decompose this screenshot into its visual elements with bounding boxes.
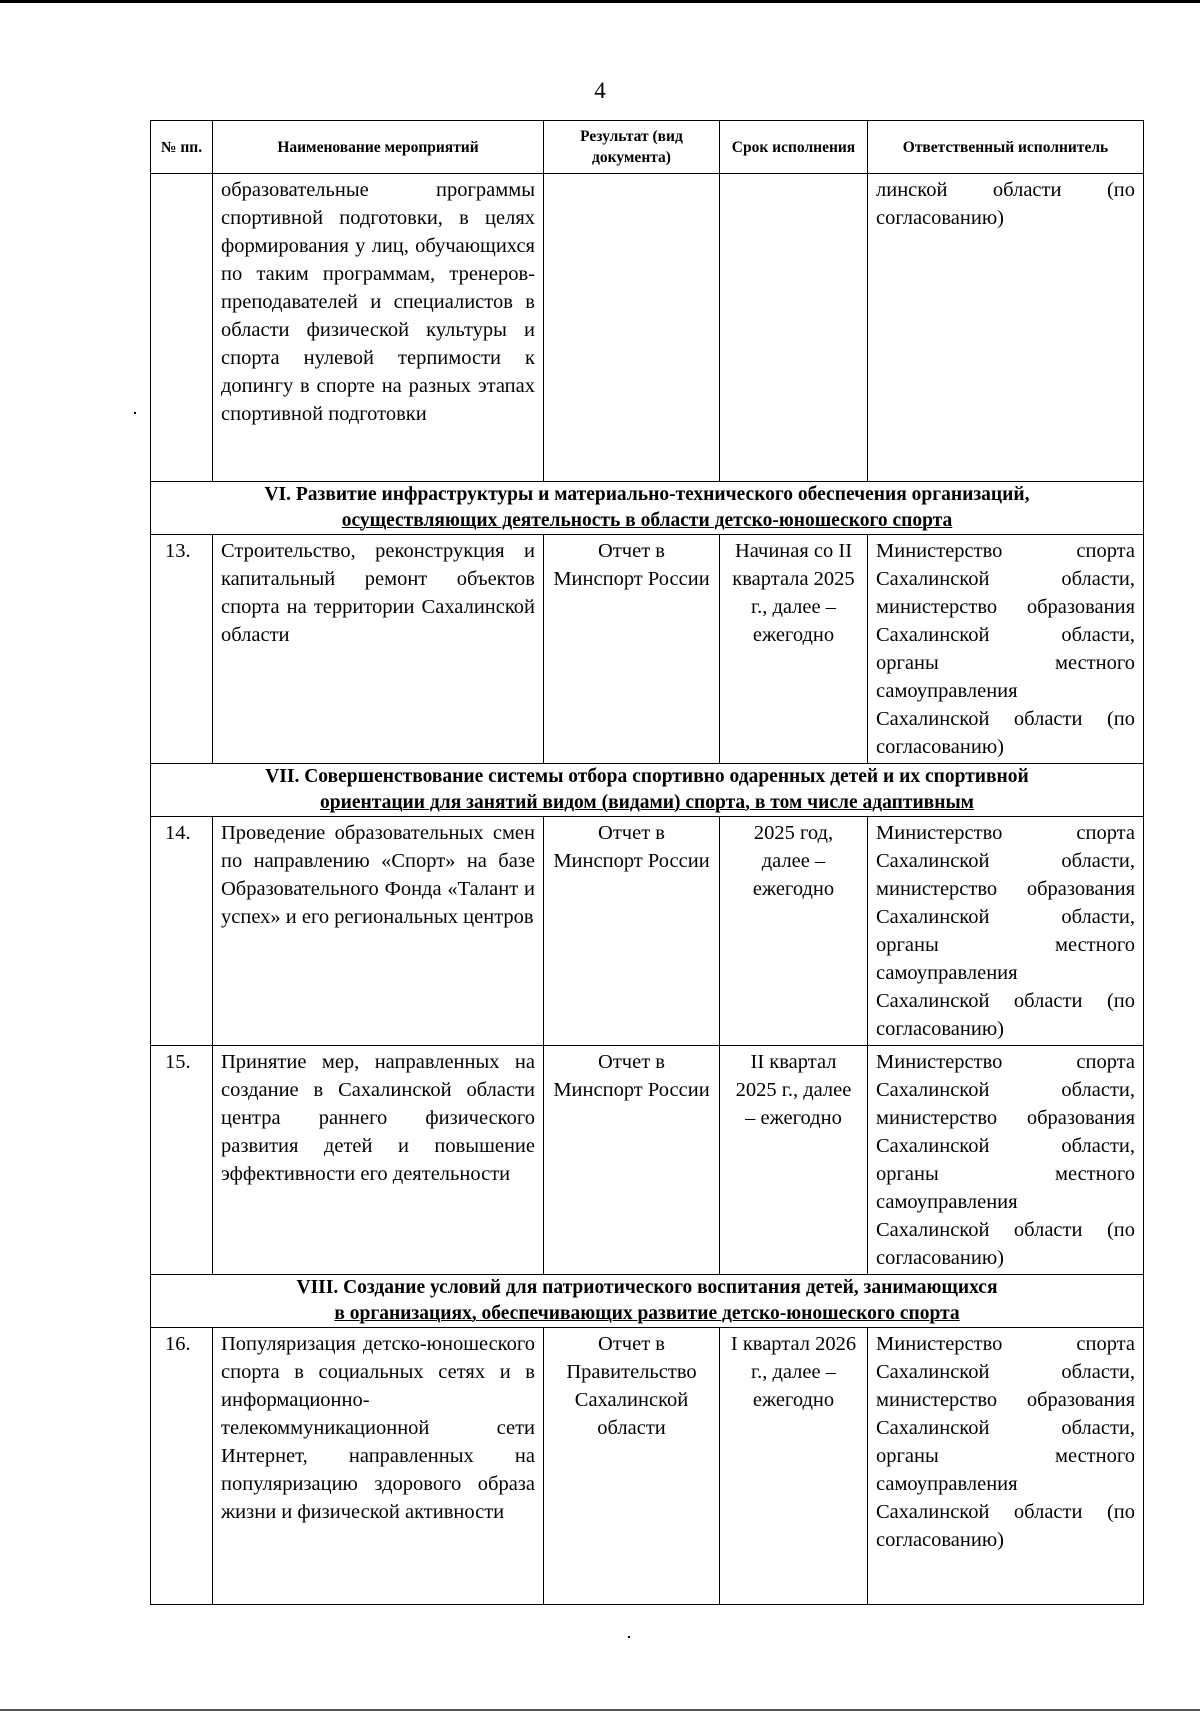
- row-number: 15.: [165, 1051, 191, 1073]
- header-activity-name: Наименование мероприятий: [213, 121, 544, 174]
- cell-result: [544, 174, 720, 482]
- row-activity-name: Проведение образовательных смен по направлению «Спорт» на базе Образовательного Фонда «Талант и успех» и его региональных центров: [221, 822, 535, 928]
- section-title-line2: ориентации для занятий видом (видами) спорта, в том числе адаптивным: [320, 792, 974, 813]
- cell-number: [151, 174, 213, 482]
- section-title-line2: в организациях, обеспечивающих развитие детско-юношеского спорта: [334, 1303, 960, 1324]
- row-executor: Министерство спорта Сахалинской области, министерство образования Сахалинской области, органы местного самоуправления Сахалинской области (по согласованию): [876, 1051, 1135, 1269]
- continuation-name: образовательные программы спортивной подготовки, в целях формирования у лиц, обучающихся по таким программам, тренеров-преподавателей и специалистов в области физической культуры и спорта нулевой терпимости к допингу в спорте на разных этапах спортивной подготовки: [221, 179, 535, 425]
- table-row: [151, 817, 1144, 1046]
- section-title: [151, 1275, 1144, 1328]
- row-result: Отчет в Правительство Сахалинской области: [566, 1333, 697, 1439]
- row-number: 13.: [165, 540, 191, 562]
- section-header-viii: [151, 1275, 1144, 1328]
- row-activity-name: Строительство, реконструкция и капитальный ремонт объектов спорта на территории Сахалинской области: [221, 540, 535, 646]
- scan-bottom-edge: [0, 1709, 1200, 1711]
- activities-table: [150, 120, 1144, 1605]
- scan-bottom-dot: [628, 1636, 630, 1638]
- row-deadline: Начиная со II квартала 2025 г., далее – ежегодно: [732, 540, 855, 646]
- scan-left-dot: [134, 412, 136, 414]
- page-number: 4: [594, 78, 606, 103]
- row-activity-name: Популяризация детско-юношеского спорта в социальных сетях и в информационно-телекоммуникационной сети Интернет, направленных на популяризацию здорового образа жизни и физической активности: [221, 1333, 535, 1523]
- row-result: Отчет в Минспорт России: [553, 540, 710, 590]
- section-title-line1: VIII. Создание условий для патриотического воспитания детей, занимающихся: [296, 1277, 998, 1298]
- table-row: [151, 1328, 1144, 1605]
- row-deadline: II квартал 2025 г., далее – ежегодно: [735, 1051, 852, 1129]
- row-result: Отчет в Минспорт России: [553, 822, 710, 872]
- row-executor: Министерство спорта Сахалинской области, министерство образования Сахалинской области, органы местного самоуправления Сахалинской области (по согласованию): [876, 1333, 1135, 1551]
- row-executor: Министерство спорта Сахалинской области, министерство образования Сахалинской области, органы местного самоуправления Сахалинской области (по согласованию): [876, 822, 1135, 1040]
- section-title: [151, 764, 1144, 817]
- row-deadline: 2025 год, далее – ежегодно: [752, 822, 835, 900]
- cell-deadline: [720, 174, 868, 482]
- section-title-line2: осуществляющих деятельность в области детско-юношеского спорта: [341, 510, 953, 531]
- continuation-executor: линской области (по согласованию): [876, 179, 1135, 229]
- row-number: 16.: [165, 1333, 191, 1355]
- row-result: Отчет в Минспорт России: [553, 1051, 710, 1101]
- row-executor: Министерство спорта Сахалинской области, министерство образования Сахалинской области, органы местного самоуправления Сахалинской области (по согласованию): [876, 540, 1135, 758]
- header-deadline: Срок исполнения: [720, 121, 868, 174]
- table-row: [151, 1046, 1144, 1275]
- cell-executor: [868, 174, 1144, 482]
- section-header-vii: [151, 764, 1144, 817]
- section-header-vi: [151, 482, 1144, 535]
- header-number: № пп.: [151, 121, 213, 174]
- header-executor: Ответственный исполнитель: [868, 121, 1144, 174]
- row-number: 14.: [165, 822, 191, 844]
- section-title-line1: VII. Совершенствование системы отбора спортивно одаренных детей и их спортивной: [265, 766, 1029, 787]
- table-header-row: [151, 121, 1144, 174]
- table-row-continuation: [151, 174, 1144, 482]
- cell-activity-name: [213, 174, 544, 482]
- row-deadline: I квартал 2026 г., далее – ежегодно: [730, 1333, 857, 1411]
- scan-top-edge: [0, 0, 1200, 3]
- header-result: Результат (вид документа): [544, 121, 720, 174]
- section-title-line1: VI. Развитие инфраструктуры и материально-технического обеспечения организаций,: [264, 484, 1030, 505]
- table-row: [151, 535, 1144, 764]
- section-title: [151, 482, 1144, 535]
- row-activity-name: Принятие мер, направленных на создание в Сахалинской области центра раннего физического развития детей и повышение эффективности его деятельности: [221, 1051, 535, 1185]
